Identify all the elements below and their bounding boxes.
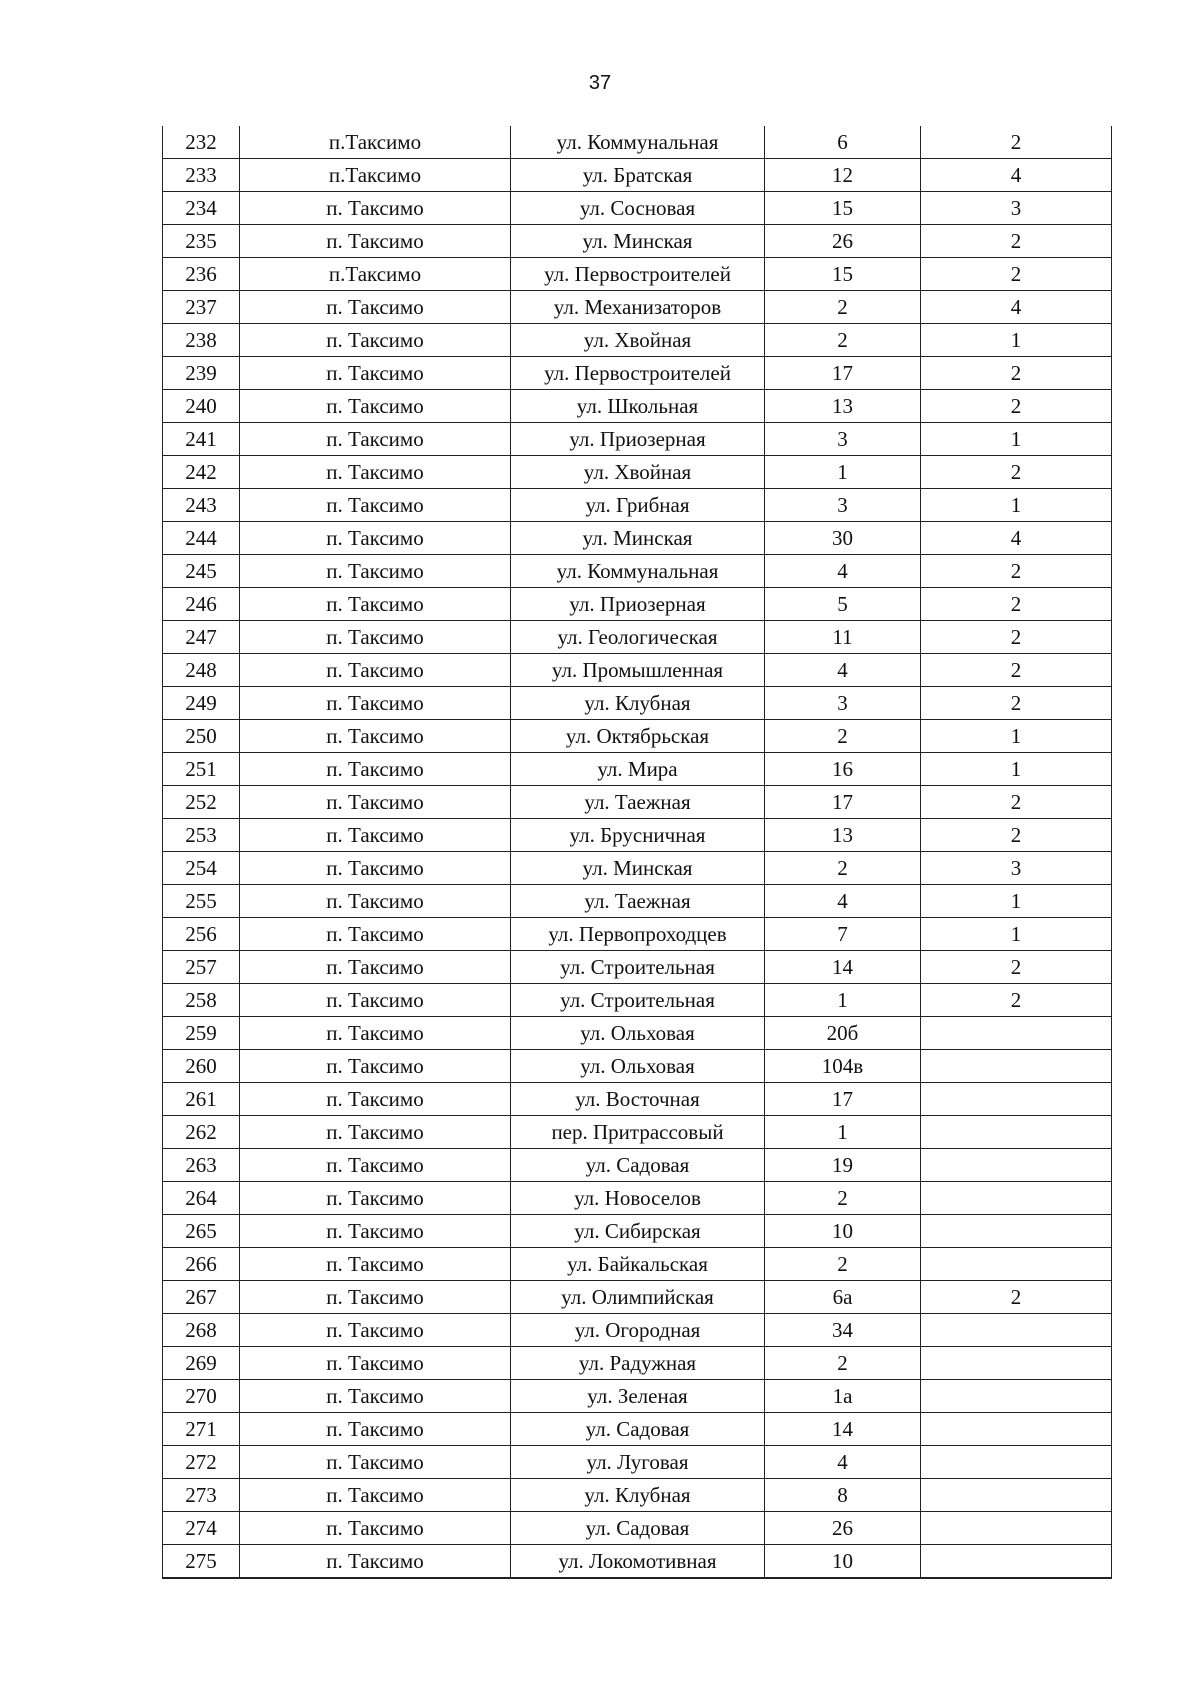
house-number-cell: 4 <box>765 654 921 687</box>
house-number-cell: 5 <box>765 588 921 621</box>
table-row <box>163 1281 1112 1314</box>
table-row <box>163 1248 1112 1281</box>
row-number-cell: 262 <box>163 1116 240 1149</box>
count-cell: 2 <box>921 621 1112 654</box>
settlement-cell: п. Таксимо <box>240 1479 511 1512</box>
table-row <box>163 159 1112 192</box>
settlement-cell: п. Таксимо <box>240 1149 511 1182</box>
count-cell <box>921 1347 1112 1380</box>
row-number-cell: 235 <box>163 225 240 258</box>
row-number-cell: 252 <box>163 786 240 819</box>
street-cell: ул. Зеленая <box>511 1380 765 1413</box>
row-number-cell: 273 <box>163 1479 240 1512</box>
house-number-cell: 2 <box>765 291 921 324</box>
settlement-cell: п. Таксимо <box>240 1347 511 1380</box>
row-number-cell: 232 <box>163 126 240 159</box>
count-cell: 2 <box>921 555 1112 588</box>
settlement-cell: п. Таксимо <box>240 786 511 819</box>
row-number-cell: 266 <box>163 1248 240 1281</box>
table-row <box>163 1347 1112 1380</box>
street-cell: ул. Коммунальная <box>511 555 765 588</box>
table-row <box>163 1380 1112 1413</box>
street-cell: ул. Садовая <box>511 1149 765 1182</box>
street-cell: ул. Промышленная <box>511 654 765 687</box>
street-cell: ул. Школьная <box>511 390 765 423</box>
table-row <box>163 852 1112 885</box>
street-cell: ул. Строительная <box>511 984 765 1017</box>
settlement-cell: п. Таксимо <box>240 1017 511 1050</box>
settlement-cell: п. Таксимо <box>240 885 511 918</box>
count-cell: 1 <box>921 423 1112 456</box>
street-cell: ул. Ольховая <box>511 1017 765 1050</box>
house-number-cell: 13 <box>765 819 921 852</box>
count-cell <box>921 1149 1112 1182</box>
street-cell: ул. Первостроителей <box>511 258 765 291</box>
street-cell: ул. Радужная <box>511 1347 765 1380</box>
table-row <box>163 1149 1112 1182</box>
row-number-cell: 274 <box>163 1512 240 1545</box>
count-cell: 2 <box>921 654 1112 687</box>
house-number-cell: 10 <box>765 1215 921 1248</box>
street-cell: ул. Первостроителей <box>511 357 765 390</box>
table-row <box>163 588 1112 621</box>
settlement-cell: п. Таксимо <box>240 225 511 258</box>
street-cell: ул. Хвойная <box>511 456 765 489</box>
count-cell: 1 <box>921 489 1112 522</box>
house-number-cell: 6 <box>765 126 921 159</box>
house-number-cell: 3 <box>765 423 921 456</box>
street-cell: ул. Грибная <box>511 489 765 522</box>
street-cell: ул. Первопроходцев <box>511 918 765 951</box>
row-number-cell: 248 <box>163 654 240 687</box>
row-number-cell: 264 <box>163 1182 240 1215</box>
house-number-cell: 2 <box>765 1347 921 1380</box>
count-cell: 4 <box>921 522 1112 555</box>
count-cell: 2 <box>921 390 1112 423</box>
street-cell: ул. Октябрьская <box>511 720 765 753</box>
settlement-cell: п. Таксимо <box>240 456 511 489</box>
row-number-cell: 237 <box>163 291 240 324</box>
street-cell: ул. Таежная <box>511 885 765 918</box>
table-row <box>163 753 1112 786</box>
settlement-cell: п.Таксимо <box>240 126 511 159</box>
street-cell: ул. Брусничная <box>511 819 765 852</box>
house-number-cell: 26 <box>765 225 921 258</box>
count-cell: 2 <box>921 1281 1112 1314</box>
house-number-cell: 17 <box>765 357 921 390</box>
row-number-cell: 263 <box>163 1149 240 1182</box>
house-number-cell: 30 <box>765 522 921 555</box>
settlement-cell: п. Таксимо <box>240 1446 511 1479</box>
row-number-cell: 236 <box>163 258 240 291</box>
table-row <box>163 126 1112 159</box>
street-cell: ул. Огородная <box>511 1314 765 1347</box>
table-row <box>163 1116 1112 1149</box>
house-number-cell: 1а <box>765 1380 921 1413</box>
row-number-cell: 233 <box>163 159 240 192</box>
house-number-cell: 8 <box>765 1479 921 1512</box>
house-number-cell: 10 <box>765 1545 921 1579</box>
count-cell: 3 <box>921 192 1112 225</box>
table-row <box>163 423 1112 456</box>
settlement-cell: п. Таксимо <box>240 1281 511 1314</box>
row-number-cell: 251 <box>163 753 240 786</box>
table-row <box>163 1182 1112 1215</box>
street-cell: ул. Коммунальная <box>511 126 765 159</box>
table-row <box>163 258 1112 291</box>
settlement-cell: п. Таксимо <box>240 423 511 456</box>
house-number-cell: 13 <box>765 390 921 423</box>
table-row <box>163 720 1112 753</box>
house-number-cell: 2 <box>765 324 921 357</box>
house-number-cell: 4 <box>765 555 921 588</box>
settlement-cell: п. Таксимо <box>240 522 511 555</box>
street-cell: ул. Строительная <box>511 951 765 984</box>
street-cell: ул. Садовая <box>511 1413 765 1446</box>
house-number-cell: 4 <box>765 1446 921 1479</box>
count-cell <box>921 1413 1112 1446</box>
settlement-cell: п. Таксимо <box>240 1545 511 1579</box>
count-cell: 1 <box>921 324 1112 357</box>
row-number-cell: 243 <box>163 489 240 522</box>
row-number-cell: 255 <box>163 885 240 918</box>
table-row <box>163 1215 1112 1248</box>
table-row <box>163 1314 1112 1347</box>
row-number-cell: 247 <box>163 621 240 654</box>
count-cell <box>921 1314 1112 1347</box>
table-row <box>163 918 1112 951</box>
count-cell <box>921 1512 1112 1545</box>
table-row <box>163 1050 1112 1083</box>
house-number-cell: 17 <box>765 786 921 819</box>
street-cell: ул. Новоселов <box>511 1182 765 1215</box>
settlement-cell: п. Таксимо <box>240 1248 511 1281</box>
row-number-cell: 253 <box>163 819 240 852</box>
count-cell: 2 <box>921 951 1112 984</box>
table-row <box>163 489 1112 522</box>
row-number-cell: 241 <box>163 423 240 456</box>
row-number-cell: 258 <box>163 984 240 1017</box>
street-cell: ул. Хвойная <box>511 324 765 357</box>
count-cell <box>921 1116 1112 1149</box>
settlement-cell: п.Таксимо <box>240 258 511 291</box>
count-cell: 2 <box>921 984 1112 1017</box>
row-number-cell: 256 <box>163 918 240 951</box>
settlement-cell: п. Таксимо <box>240 555 511 588</box>
house-number-cell: 2 <box>765 1182 921 1215</box>
house-number-cell: 7 <box>765 918 921 951</box>
house-number-cell: 11 <box>765 621 921 654</box>
street-cell: ул. Ольховая <box>511 1050 765 1083</box>
settlement-cell: п. Таксимо <box>240 1050 511 1083</box>
house-number-cell: 1 <box>765 984 921 1017</box>
table-row <box>163 621 1112 654</box>
count-cell: 3 <box>921 852 1112 885</box>
settlement-cell: п. Таксимо <box>240 1182 511 1215</box>
settlement-cell: п. Таксимо <box>240 1314 511 1347</box>
table-row <box>163 522 1112 555</box>
street-cell: ул. Минская <box>511 522 765 555</box>
count-cell: 2 <box>921 357 1112 390</box>
settlement-cell: п. Таксимо <box>240 654 511 687</box>
settlement-cell: п. Таксимо <box>240 588 511 621</box>
row-number-cell: 271 <box>163 1413 240 1446</box>
table-row <box>163 687 1112 720</box>
address-table <box>162 126 1112 1579</box>
count-cell: 2 <box>921 225 1112 258</box>
row-number-cell: 249 <box>163 687 240 720</box>
count-cell: 2 <box>921 456 1112 489</box>
row-number-cell: 275 <box>163 1545 240 1579</box>
settlement-cell: п. Таксимо <box>240 1215 511 1248</box>
street-cell: ул. Байкальская <box>511 1248 765 1281</box>
street-cell: ул. Садовая <box>511 1512 765 1545</box>
table-row <box>163 291 1112 324</box>
street-cell: ул. Луговая <box>511 1446 765 1479</box>
count-cell <box>921 1545 1112 1579</box>
table-row <box>163 1083 1112 1116</box>
settlement-cell: п. Таксимо <box>240 291 511 324</box>
table-row <box>163 951 1112 984</box>
row-number-cell: 257 <box>163 951 240 984</box>
row-number-cell: 269 <box>163 1347 240 1380</box>
count-cell <box>921 1248 1112 1281</box>
street-cell: ул. Геологическая <box>511 621 765 654</box>
table-row <box>163 1545 1112 1579</box>
row-number-cell: 240 <box>163 390 240 423</box>
count-cell <box>921 1182 1112 1215</box>
row-number-cell: 242 <box>163 456 240 489</box>
table-row <box>163 357 1112 390</box>
settlement-cell: п. Таксимо <box>240 918 511 951</box>
house-number-cell: 6а <box>765 1281 921 1314</box>
settlement-cell: п. Таксимо <box>240 1116 511 1149</box>
row-number-cell: 234 <box>163 192 240 225</box>
house-number-cell: 19 <box>765 1149 921 1182</box>
street-cell: ул. Мира <box>511 753 765 786</box>
table-row <box>163 654 1112 687</box>
street-cell: ул. Восточная <box>511 1083 765 1116</box>
row-number-cell: 245 <box>163 555 240 588</box>
house-number-cell: 16 <box>765 753 921 786</box>
row-number-cell: 268 <box>163 1314 240 1347</box>
count-cell: 1 <box>921 720 1112 753</box>
street-cell: ул. Механизаторов <box>511 291 765 324</box>
count-cell <box>921 1050 1112 1083</box>
settlement-cell: п. Таксимо <box>240 357 511 390</box>
settlement-cell: п. Таксимо <box>240 819 511 852</box>
table-row <box>163 555 1112 588</box>
street-cell: ул. Минская <box>511 852 765 885</box>
row-number-cell: 254 <box>163 852 240 885</box>
count-cell <box>921 1215 1112 1248</box>
street-cell: ул. Олимпийская <box>511 1281 765 1314</box>
street-cell: ул. Приозерная <box>511 423 765 456</box>
table-row <box>163 1017 1112 1050</box>
house-number-cell: 34 <box>765 1314 921 1347</box>
table-row <box>163 885 1112 918</box>
settlement-cell: п. Таксимо <box>240 1512 511 1545</box>
row-number-cell: 238 <box>163 324 240 357</box>
street-cell: ул. Локомотивная <box>511 1545 765 1579</box>
house-number-cell: 2 <box>765 720 921 753</box>
table-row <box>163 1479 1112 1512</box>
street-cell: ул. Приозерная <box>511 588 765 621</box>
house-number-cell: 3 <box>765 687 921 720</box>
house-number-cell: 15 <box>765 192 921 225</box>
street-cell: ул. Сибирская <box>511 1215 765 1248</box>
settlement-cell: п. Таксимо <box>240 1380 511 1413</box>
settlement-cell: п. Таксимо <box>240 753 511 786</box>
row-number-cell: 239 <box>163 357 240 390</box>
house-number-cell: 26 <box>765 1512 921 1545</box>
count-cell: 2 <box>921 819 1112 852</box>
settlement-cell: п. Таксимо <box>240 324 511 357</box>
house-number-cell: 14 <box>765 951 921 984</box>
count-cell <box>921 1446 1112 1479</box>
count-cell <box>921 1380 1112 1413</box>
table-row <box>163 225 1112 258</box>
table-row <box>163 456 1112 489</box>
settlement-cell: п. Таксимо <box>240 390 511 423</box>
table-row <box>163 984 1112 1017</box>
house-number-cell: 15 <box>765 258 921 291</box>
count-cell: 2 <box>921 258 1112 291</box>
count-cell: 2 <box>921 687 1112 720</box>
settlement-cell: п. Таксимо <box>240 720 511 753</box>
house-number-cell: 17 <box>765 1083 921 1116</box>
count-cell: 2 <box>921 588 1112 621</box>
settlement-cell: п. Таксимо <box>240 951 511 984</box>
row-number-cell: 259 <box>163 1017 240 1050</box>
row-number-cell: 244 <box>163 522 240 555</box>
house-number-cell: 4 <box>765 885 921 918</box>
count-cell <box>921 1479 1112 1512</box>
settlement-cell: п. Таксимо <box>240 192 511 225</box>
house-number-cell: 14 <box>765 1413 921 1446</box>
address-table-body <box>163 126 1112 1578</box>
house-number-cell: 1 <box>765 1116 921 1149</box>
house-number-cell: 12 <box>765 159 921 192</box>
count-cell <box>921 1083 1112 1116</box>
count-cell: 1 <box>921 885 1112 918</box>
street-cell: ул. Братская <box>511 159 765 192</box>
settlement-cell: п. Таксимо <box>240 621 511 654</box>
settlement-cell: п. Таксимо <box>240 1413 511 1446</box>
count-cell <box>921 1017 1112 1050</box>
row-number-cell: 260 <box>163 1050 240 1083</box>
table-row <box>163 390 1112 423</box>
row-number-cell: 265 <box>163 1215 240 1248</box>
table-row <box>163 324 1112 357</box>
page-number: 37 <box>588 72 612 94</box>
count-cell: 1 <box>921 753 1112 786</box>
house-number-cell: 2 <box>765 852 921 885</box>
row-number-cell: 272 <box>163 1446 240 1479</box>
street-cell: ул. Таежная <box>511 786 765 819</box>
table-row <box>163 819 1112 852</box>
row-number-cell: 261 <box>163 1083 240 1116</box>
street-cell: ул. Минская <box>511 225 765 258</box>
street-cell: пер. Притрассовый <box>511 1116 765 1149</box>
count-cell: 4 <box>921 291 1112 324</box>
table-row <box>163 1446 1112 1479</box>
table-row <box>163 1413 1112 1446</box>
house-number-cell: 104в <box>765 1050 921 1083</box>
settlement-cell: п. Таксимо <box>240 1083 511 1116</box>
table-row <box>163 786 1112 819</box>
house-number-cell: 2 <box>765 1248 921 1281</box>
house-number-cell: 1 <box>765 456 921 489</box>
row-number-cell: 246 <box>163 588 240 621</box>
settlement-cell: п. Таксимо <box>240 489 511 522</box>
street-cell: ул. Сосновая <box>511 192 765 225</box>
count-cell: 1 <box>921 918 1112 951</box>
house-number-cell: 3 <box>765 489 921 522</box>
table-row <box>163 1512 1112 1545</box>
settlement-cell: п.Таксимо <box>240 159 511 192</box>
table-row <box>163 192 1112 225</box>
count-cell: 2 <box>921 126 1112 159</box>
street-cell: ул. Клубная <box>511 687 765 720</box>
settlement-cell: п. Таксимо <box>240 852 511 885</box>
row-number-cell: 270 <box>163 1380 240 1413</box>
row-number-cell: 267 <box>163 1281 240 1314</box>
street-cell: ул. Клубная <box>511 1479 765 1512</box>
count-cell: 4 <box>921 159 1112 192</box>
row-number-cell: 250 <box>163 720 240 753</box>
house-number-cell: 20б <box>765 1017 921 1050</box>
settlement-cell: п. Таксимо <box>240 687 511 720</box>
settlement-cell: п. Таксимо <box>240 984 511 1017</box>
count-cell: 2 <box>921 786 1112 819</box>
